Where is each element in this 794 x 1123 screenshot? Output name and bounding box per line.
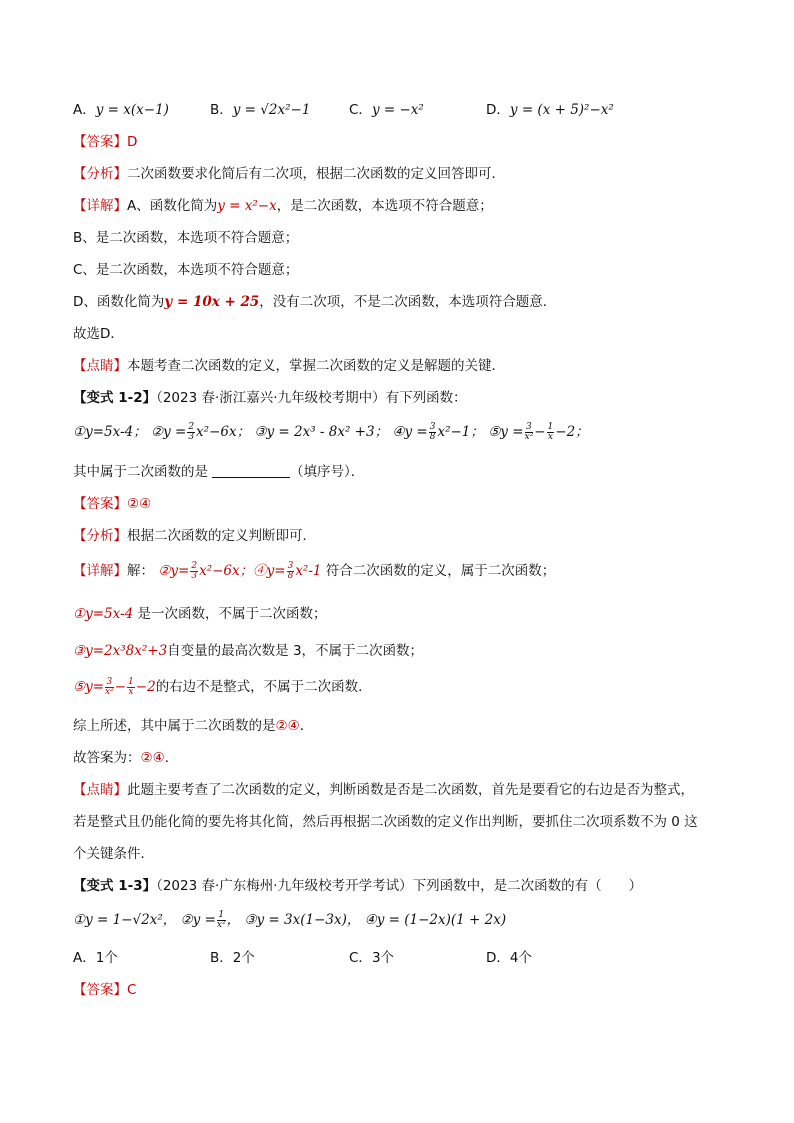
- comment-text: 此题主要考查了二次函数的定义，判断函数是否是二次函数，首先是要看它的右边是否为整式，: [127, 782, 694, 798]
- func-3: ③y = 3x(1−3x)，: [244, 912, 361, 928]
- answer-value: C: [127, 982, 137, 998]
- detail-expr: ①y=5x-4: [73, 606, 134, 622]
- detail-text: ，没有二次项，不是二次函数，本选项符合题意．: [259, 294, 557, 310]
- final-answer: ②④: [140, 750, 165, 766]
- final-text: ．: [164, 750, 179, 766]
- fraction: $\frac{1}{x}$: [547, 422, 554, 442]
- q1-analysis: [73, 164, 505, 184]
- q1-option-b: B．y = √2x²−1: [210, 102, 311, 118]
- q3-option-d: D．4个: [486, 950, 532, 966]
- detail-func-2: ②y= $\frac{2}{3}$ x²−6x；: [158, 561, 254, 581]
- variant-source: （2023 春·浙江嘉兴·九年级校考期中）有下列函数：: [156, 390, 467, 406]
- q2-functions: [73, 422, 589, 442]
- q1-options: [73, 100, 614, 120]
- q1-option-a: A．y = x(x−1): [73, 102, 169, 118]
- q3-option-a: A．1个: [73, 950, 118, 966]
- q1-detail-b: B、是二次函数，本选项不符合题意；: [73, 230, 299, 246]
- q3-functions: [73, 910, 506, 930]
- q1-detail-d: [73, 292, 556, 312]
- q2-question: [73, 462, 364, 482]
- final-text: 故答案为：: [73, 750, 141, 766]
- q3-option-b: B．2个: [210, 950, 255, 966]
- answer-tag: 【答案】: [73, 982, 127, 998]
- q3-options: [73, 948, 532, 968]
- analysis-tag: 【分析】: [73, 528, 127, 544]
- func-4: ④y = (1−2x)(1 + 2x): [364, 912, 507, 928]
- func-1: ①y = 1−√2x²，: [73, 912, 177, 928]
- fraction: $\frac{3}{\text{x²}}$: [524, 422, 534, 442]
- q2-summary: [73, 716, 313, 736]
- q2-detail-1: [73, 604, 326, 624]
- detail-text: 解：: [127, 563, 154, 579]
- fraction: $\frac{2}{3}$: [188, 422, 195, 442]
- detail-text: ，是二次函数，本选项不符合题意；: [276, 198, 493, 214]
- detail-text: A、函数化简为: [127, 198, 218, 214]
- q1-choose: 故选D．: [73, 326, 124, 342]
- func-2: ②y = $\frac{1}{\text{x²}}$ ，: [180, 910, 241, 930]
- q2-title: [73, 388, 467, 408]
- analysis-text: 根据二次函数的定义判断即可．: [127, 528, 316, 544]
- q2-detail: [73, 561, 555, 581]
- func-1: ①y=5x-4；: [73, 424, 147, 440]
- fraction: $\frac{1}{\text{x²}}$: [216, 910, 226, 930]
- answer-tag: 【答案】: [73, 496, 127, 512]
- fraction: $\frac{3}{8}$: [429, 422, 436, 442]
- q1-answer: [73, 132, 137, 152]
- q1-option-d: D．y = (x + 5)²−x²: [486, 102, 614, 118]
- detail-tag: 【详解】: [73, 198, 127, 214]
- analysis-tag: 【分析】: [73, 166, 127, 182]
- summary-answer: ②④: [275, 718, 300, 734]
- func-5: ⑤y = $\frac{3}{\text{x²}}$ − $\frac{1}{x}$ −2；: [488, 422, 589, 442]
- q3-answer: [73, 980, 136, 1000]
- q2-detail-5: [73, 677, 372, 697]
- func-3: ③y = 2x³ - 8x² +3；: [254, 424, 389, 440]
- fraction: $\frac{2}{3}$: [191, 561, 198, 581]
- q2-answer: [73, 494, 151, 514]
- detail-text: D、函数化简为: [73, 294, 165, 310]
- detail-text: 自变量的最高次数是 3，不属于二次函数；: [167, 643, 424, 659]
- answer-value: ②④: [127, 496, 152, 512]
- analysis-text: 二次函数要求化简后有二次项，根据二次函数的定义回答即可．: [127, 166, 505, 182]
- comment-text: 本题考查二次函数的定义，掌握二次函数的定义是解题的关键．: [127, 358, 505, 374]
- fraction: $\frac{3}{8}$: [287, 561, 294, 581]
- q3-option-c: C．3个: [349, 950, 395, 966]
- fraction: $\frac{1}{x}$: [128, 677, 134, 697]
- q1-detail-c: C、是二次函数，本选项不符合题意；: [73, 262, 299, 278]
- question-text: 其中属于二次函数的是: [73, 464, 208, 480]
- answer-tag: 【答案】: [73, 134, 127, 150]
- detail-expr: ⑤y= $\frac{3}{\text{x²}}$ − $\frac{1}{x}$ −2: [73, 677, 156, 697]
- func-2: ②y = $\frac{2}{3}$ x²−6x；: [150, 422, 251, 442]
- detail-expr: y = 10x + 25: [164, 294, 260, 310]
- answer-blank: [212, 463, 290, 478]
- fraction: $\frac{3}{\text{x²}}$: [105, 677, 114, 697]
- variant-tag: 【变式 1-3】: [73, 878, 157, 894]
- detail-expr: y = x²−x: [217, 198, 277, 214]
- detail-func-4: ④y= $\frac{3}{8}$ x²-1: [253, 561, 322, 581]
- comment-tag: 【点睛】: [73, 782, 127, 798]
- q2-final: [73, 748, 178, 768]
- q2-comment-3: 个关键条件．: [73, 846, 154, 862]
- q2-comment-2: 若是整式且仍能化简的要先将其化简，然后再根据二次函数的定义作出判断，要抓住二次项系数不为 0 这: [73, 814, 698, 830]
- summary-text: ．: [299, 718, 314, 734]
- variant-source: （2023 春·广东梅州·九年级校考开学考试）下列函数中，是二次函数的有（ ）: [156, 878, 643, 894]
- detail-text: 符合二次函数的定义，属于二次函数；: [321, 563, 556, 579]
- answer-value: D: [127, 134, 138, 150]
- q1-option-c: C．y = −x²: [349, 102, 424, 118]
- detail-tag: 【详解】: [73, 563, 127, 579]
- detail-text: 是一次函数，不属于二次函数；: [133, 606, 327, 622]
- variant-tag: 【变式 1-2】: [73, 390, 157, 406]
- detail-expr: ③y=2x³8x²+3: [73, 643, 168, 659]
- comment-tag: 【点睛】: [73, 358, 127, 374]
- q2-comment-1: [73, 780, 694, 800]
- q1-detail-a: [73, 196, 493, 216]
- func-4: ④y = $\frac{3}{8}$ x²−1；: [392, 422, 484, 442]
- question-text: （填序号）．: [290, 464, 365, 480]
- q2-analysis: [73, 526, 316, 546]
- q3-title: [73, 876, 642, 896]
- detail-text: 的右边不是整式，不属于二次函数．: [155, 679, 372, 695]
- q1-comment: [73, 356, 505, 376]
- q2-detail-3: [73, 641, 423, 661]
- summary-text: 综上所述，其中属于二次函数的是: [73, 718, 276, 734]
